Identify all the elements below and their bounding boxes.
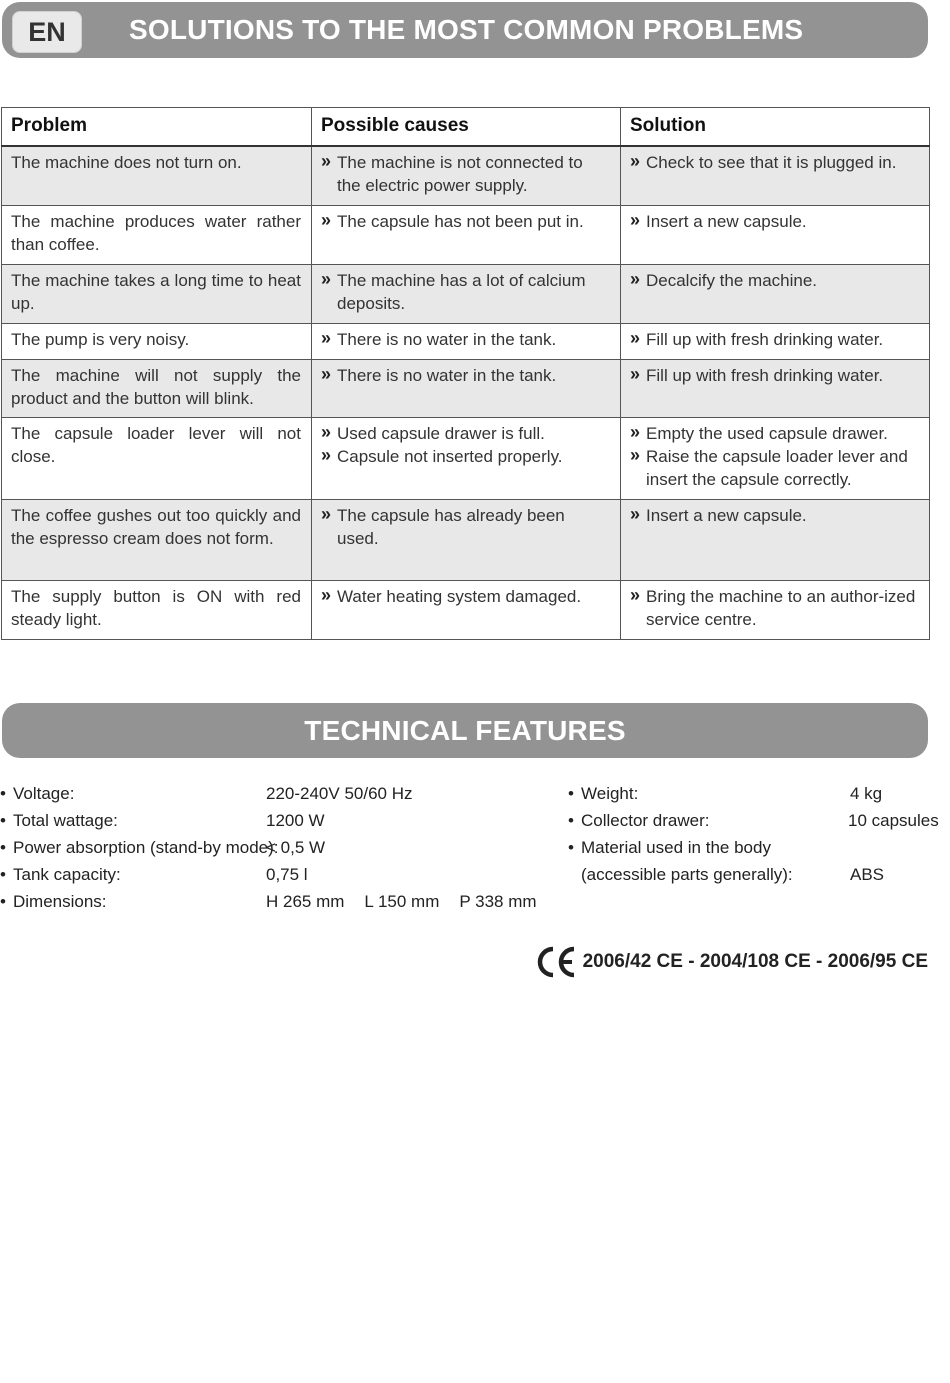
solution-item: » Fill up with fresh drinking water. xyxy=(630,328,919,351)
feature-label-continued: (accessible parts generally): xyxy=(581,865,793,884)
tech-features-left xyxy=(0,780,560,915)
tech-features-right xyxy=(568,780,938,888)
problem-cell: The machine will not supply the product and the button will blink. xyxy=(2,359,312,417)
ce-mark-icon xyxy=(537,946,577,978)
solution-item: » Check to see that it is plugged in. xyxy=(630,151,919,174)
solution-item: » Empty the used capsule drawer. xyxy=(630,422,919,445)
causes-cell xyxy=(312,417,621,499)
solution-item: » Bring the machine to an author-ized service centre. xyxy=(630,585,919,631)
tech-features-title: TECHNICAL FEATURES xyxy=(304,715,626,746)
feature-label: • Total wattage: xyxy=(13,807,118,834)
cause-item: » Water heating system damaged. xyxy=(321,585,610,608)
table-row xyxy=(2,417,930,499)
problem-cell: The supply button is ON with red steady light. xyxy=(2,580,312,639)
table-row xyxy=(2,264,930,323)
solution-item: » Insert a new capsule. xyxy=(630,210,919,233)
solution-cell xyxy=(621,146,930,205)
feature-value: ABS xyxy=(850,865,885,884)
page-title: SOLUTIONS TO THE MOST COMMON PROBLEMS xyxy=(129,14,804,45)
dimension-length: L 150 mm xyxy=(364,892,440,911)
solution-item: » Fill up with fresh drinking water. xyxy=(630,364,919,387)
cause-item: » The capsule has not been put in. xyxy=(321,210,610,233)
problem-cell: The machine produces water rather than coffee. xyxy=(2,205,312,264)
dimensions-value xyxy=(266,888,557,915)
problem-cell: The coffee gushes out too quickly and the espresso cream does not form. xyxy=(2,499,312,580)
feature-row xyxy=(0,888,560,915)
feature-value: < 0,5 W xyxy=(266,838,326,857)
causes-cell xyxy=(312,359,621,417)
feature-label: • Weight: xyxy=(581,780,638,807)
table-row xyxy=(2,359,930,417)
feature-label: • Dimensions: xyxy=(13,888,107,915)
feature-row xyxy=(568,807,938,834)
problem-cell: The capsule loader lever will not close. xyxy=(2,417,312,499)
table-row xyxy=(2,580,930,639)
feature-label: • Power absorption (stand-by mode): xyxy=(13,834,279,861)
solution-item: » Raise the capsule loader lever and insert the capsule correctly. xyxy=(630,445,919,491)
feature-row xyxy=(568,861,938,888)
solution-item: » Insert a new capsule. xyxy=(630,504,919,527)
solution-cell xyxy=(621,417,930,499)
solution-cell xyxy=(621,499,930,580)
table-row xyxy=(2,499,930,580)
feature-row xyxy=(0,807,560,834)
solution-cell xyxy=(621,205,930,264)
problem-cell: The machine does not turn on. xyxy=(2,146,312,205)
cause-item: » The capsule has already been used. xyxy=(321,504,610,550)
solution-item: » Decalcify the machine. xyxy=(630,269,919,292)
cause-item: » Capsule not inserted properly. xyxy=(321,445,610,468)
feature-label: • Voltage: xyxy=(13,780,74,807)
feature-value: 0,75 l xyxy=(266,865,308,884)
cause-item: » Used capsule drawer is full. xyxy=(321,422,610,445)
feature-row xyxy=(568,780,938,807)
feature-value: 220-240V 50/60 Hz xyxy=(266,784,413,803)
causes-cell xyxy=(312,580,621,639)
causes-cell xyxy=(312,205,621,264)
cause-item: » The machine is not connected to the electric power supply. xyxy=(321,151,610,197)
feature-row xyxy=(0,861,560,888)
language-badge: EN xyxy=(12,11,82,53)
feature-value: 4 kg xyxy=(850,784,883,803)
solution-cell xyxy=(621,359,930,417)
causes-cell xyxy=(312,146,621,205)
column-header-solution: Solution xyxy=(621,108,930,147)
table-row xyxy=(2,323,930,359)
solution-cell xyxy=(621,323,930,359)
tech-features-header xyxy=(2,703,928,758)
cause-item: » There is no water in the tank. xyxy=(321,328,610,351)
feature-row xyxy=(568,834,938,861)
problem-cell: The machine takes a long time to heat up. xyxy=(2,264,312,323)
problem-cell: The pump is very noisy. xyxy=(2,323,312,359)
feature-value: 10 capsules xyxy=(848,811,939,830)
dimension-height: H 265 mm xyxy=(266,892,345,911)
table-row xyxy=(2,205,930,264)
cause-item: » There is no water in the tank. xyxy=(321,364,610,387)
causes-cell xyxy=(312,323,621,359)
column-header-problem: Problem xyxy=(2,108,312,147)
dimension-depth: P 338 mm xyxy=(459,892,537,911)
column-header-causes: Possible causes xyxy=(312,108,621,147)
cause-item: » The machine has a lot of calcium deposits. xyxy=(321,269,610,315)
feature-label: • Material used in the body xyxy=(581,834,771,861)
feature-label: • Tank capacity: xyxy=(13,861,121,888)
table-row xyxy=(2,146,930,205)
feature-value: 1200 W xyxy=(266,811,325,830)
feature-label: • Collector drawer: xyxy=(581,807,710,834)
solution-cell xyxy=(621,580,930,639)
feature-row xyxy=(0,834,560,861)
feature-row xyxy=(0,780,560,807)
ce-conformity xyxy=(537,946,928,978)
troubleshooting-table xyxy=(1,107,930,640)
causes-cell xyxy=(312,499,621,580)
solution-cell xyxy=(621,264,930,323)
causes-cell xyxy=(312,264,621,323)
ce-directives: 2006/42 CE - 2004/108 CE - 2006/95 CE xyxy=(582,951,928,972)
section-header xyxy=(2,2,928,58)
table-header-row xyxy=(2,108,930,147)
